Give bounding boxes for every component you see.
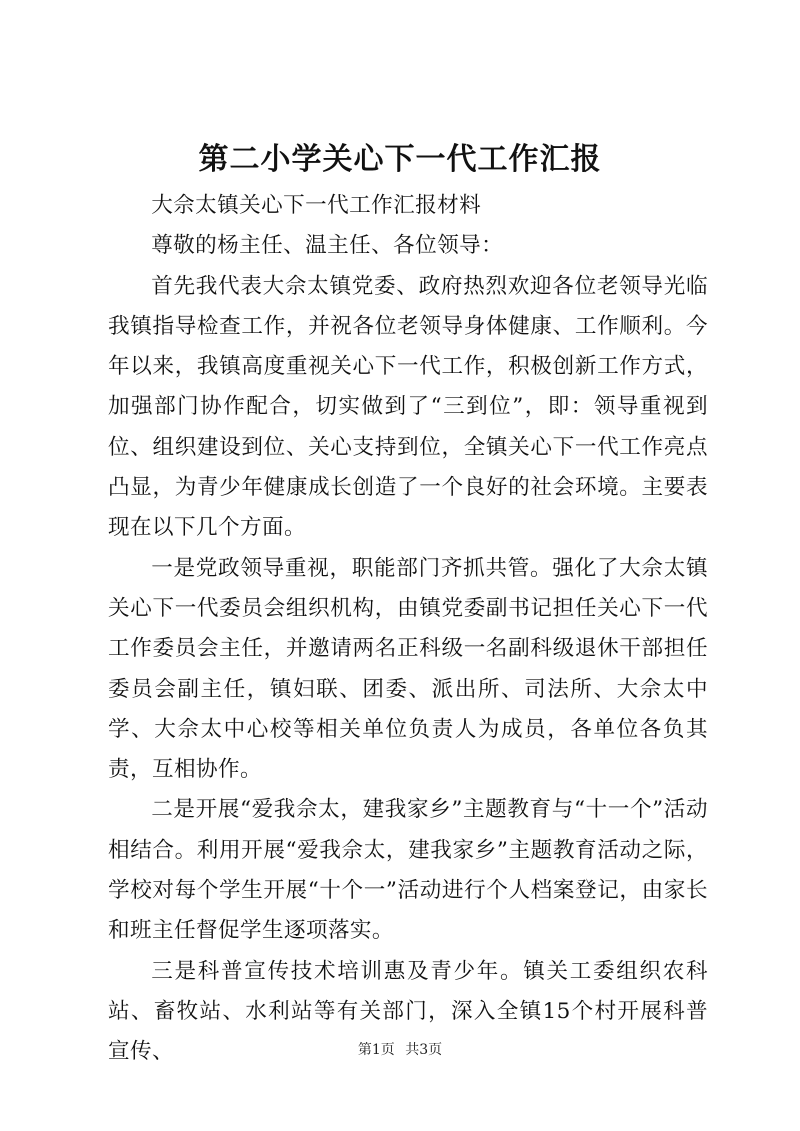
- page-number: 第1页: [357, 1042, 395, 1058]
- document-body: [108, 186, 708, 1073]
- salutation-paragraph: 尊敬的杨主任、温主任、各位领导：: [151, 233, 504, 259]
- document-title: 第二小学关心下一代工作汇报: [198, 142, 602, 177]
- point-one-paragraph: 一是党政领导重视，职能部门齐抓共管。强化了大佘太镇关心下一代委员会组织机构，由镇党委副书记担任关心下一代工作委员会主任，并邀请两名正科级一名副科级退休干部担任委员会副主任，镇妇联、团委、派出所、司法所、大佘太中学、大佘太中心校等相关单位负责人为成员，各单位各负其责，互相协作。: [108, 555, 708, 783]
- point-two-paragraph: 二是开展“爱我佘太，建我家乡”主题教育与“十一个”活动相结合。利用开展“爱我佘太，建我家乡”主题教育活动之际，学校对每个学生开展“十个一”活动进行个人档案登记，由家长和班主任督促学生逐项落实。: [108, 797, 708, 944]
- point-three-paragraph: 三是科普宣传技术培训惠及青少年。镇关工委组织农科站、畜牧站、水利站等有关部门，深入全镇15个村开展科普宣传、: [108, 958, 708, 1065]
- subtitle-paragraph: 大佘太镇关心下一代工作汇报材料: [151, 193, 482, 218]
- page-total: 共3页: [405, 1042, 443, 1058]
- page-footer: [0, 1040, 800, 1060]
- intro-paragraph: 首先我代表大佘太镇党委、政府热烈欢迎各位老领导光临我镇指导检查工作，并祝各位老领导身体健康、工作顺利。今年以来，我镇高度重视关心下一代工作，积极创新工作方式，加强部门协作配合，切实做到了“三到位”，即：领导重视到位、组织建设到位、关心支持到位，全镇关心下一代工作亮点凸显，为青少年健康成长创造了一个良好的社会环境。主要表现在以下几个方面。: [108, 273, 708, 541]
